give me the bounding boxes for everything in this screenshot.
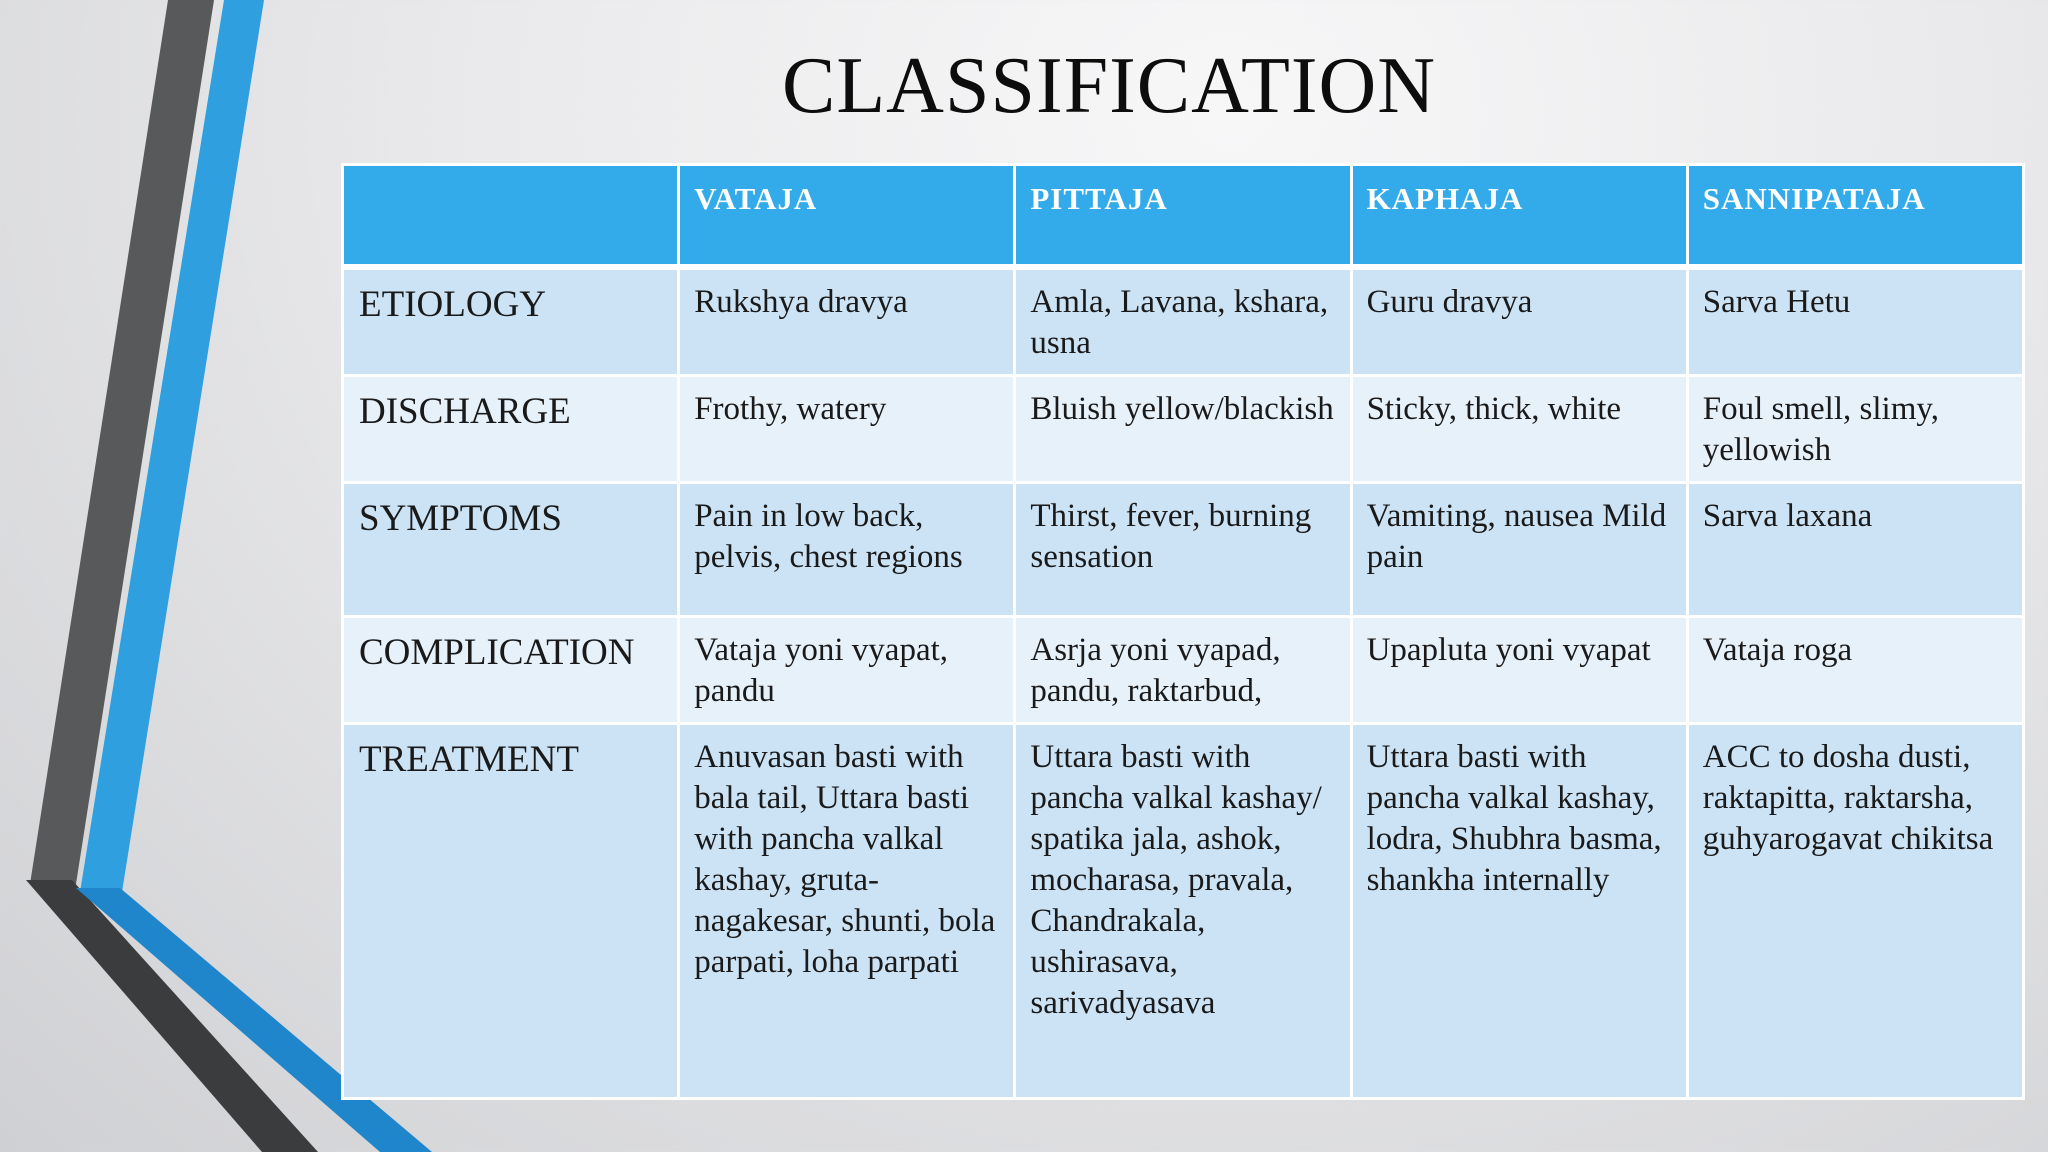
row-label: COMPLICATION (343, 617, 679, 724)
classification-table-container (341, 163, 2025, 1092)
table-cell: Vataja yoni vyapat, pandu (679, 617, 1015, 724)
table-cell: Amla, Lavana, kshara, usna (1015, 267, 1351, 376)
row-label: TREATMENT (343, 724, 679, 1099)
classification-table (341, 163, 2025, 1100)
row-label: ETIOLOGY (343, 267, 679, 376)
table-cell: Bluish yellow/blackish (1015, 376, 1351, 483)
table-row-etiology (343, 267, 2024, 376)
row-label: SYMPTOMS (343, 483, 679, 617)
header-pittaja: PITTAJA (1015, 165, 1351, 268)
table-cell: Foul smell, slimy, yellowish (1687, 376, 2023, 483)
table-cell: Uttara basti with pancha valkal kashay/ spatika jala, ashok, mocharasa, pravala, Chandrakala, ushirasava, sarivadyasava (1015, 724, 1351, 1099)
table-cell: ACC to dosha dusti, raktapitta, raktarsha, guhyarogavat chikitsa (1687, 724, 2023, 1099)
table-cell: Vataja roga (1687, 617, 2023, 724)
header-vataja: VATAJA (679, 165, 1015, 268)
table-cell: Thirst, fever, burning sensation (1015, 483, 1351, 617)
header-sannipataja: SANNIPATAJA (1687, 165, 2023, 268)
table-cell: Uttara basti with pancha valkal kashay, lodra, Shubhra basma, shankha internally (1351, 724, 1687, 1099)
header-kaphaja: KAPHAJA (1351, 165, 1687, 268)
table-cell: Sarva Hetu (1687, 267, 2023, 376)
table-cell: Sticky, thick, white (1351, 376, 1687, 483)
table-row-treatment (343, 724, 2024, 1099)
table-cell: Frothy, watery (679, 376, 1015, 483)
row-label: DISCHARGE (343, 376, 679, 483)
table-cell: Pain in low back, pelvis, chest regions (679, 483, 1015, 617)
table-row-complication (343, 617, 2024, 724)
table-row-symptoms (343, 483, 2024, 617)
table-row-discharge (343, 376, 2024, 483)
table-cell: Anuvasan basti with bala tail, Uttara basti with pancha valkal kashay, gruta-nagakesar, shunti, bola parpati, loha parpati (679, 724, 1015, 1099)
table-cell: Vamiting, nausea Mild pain (1351, 483, 1687, 617)
table-cell: Upapluta yoni vyapat (1351, 617, 1687, 724)
table-cell: Rukshya dravya (679, 267, 1015, 376)
header-empty-cell (343, 165, 679, 268)
table-cell: Asrja yoni vyapad, pandu, raktarbud, (1015, 617, 1351, 724)
table-cell: Sarva laxana (1687, 483, 2023, 617)
page-title: CLASSIFICATION (781, 42, 1437, 130)
table-cell: Guru dravya (1351, 267, 1687, 376)
table-header-row (343, 165, 2024, 268)
